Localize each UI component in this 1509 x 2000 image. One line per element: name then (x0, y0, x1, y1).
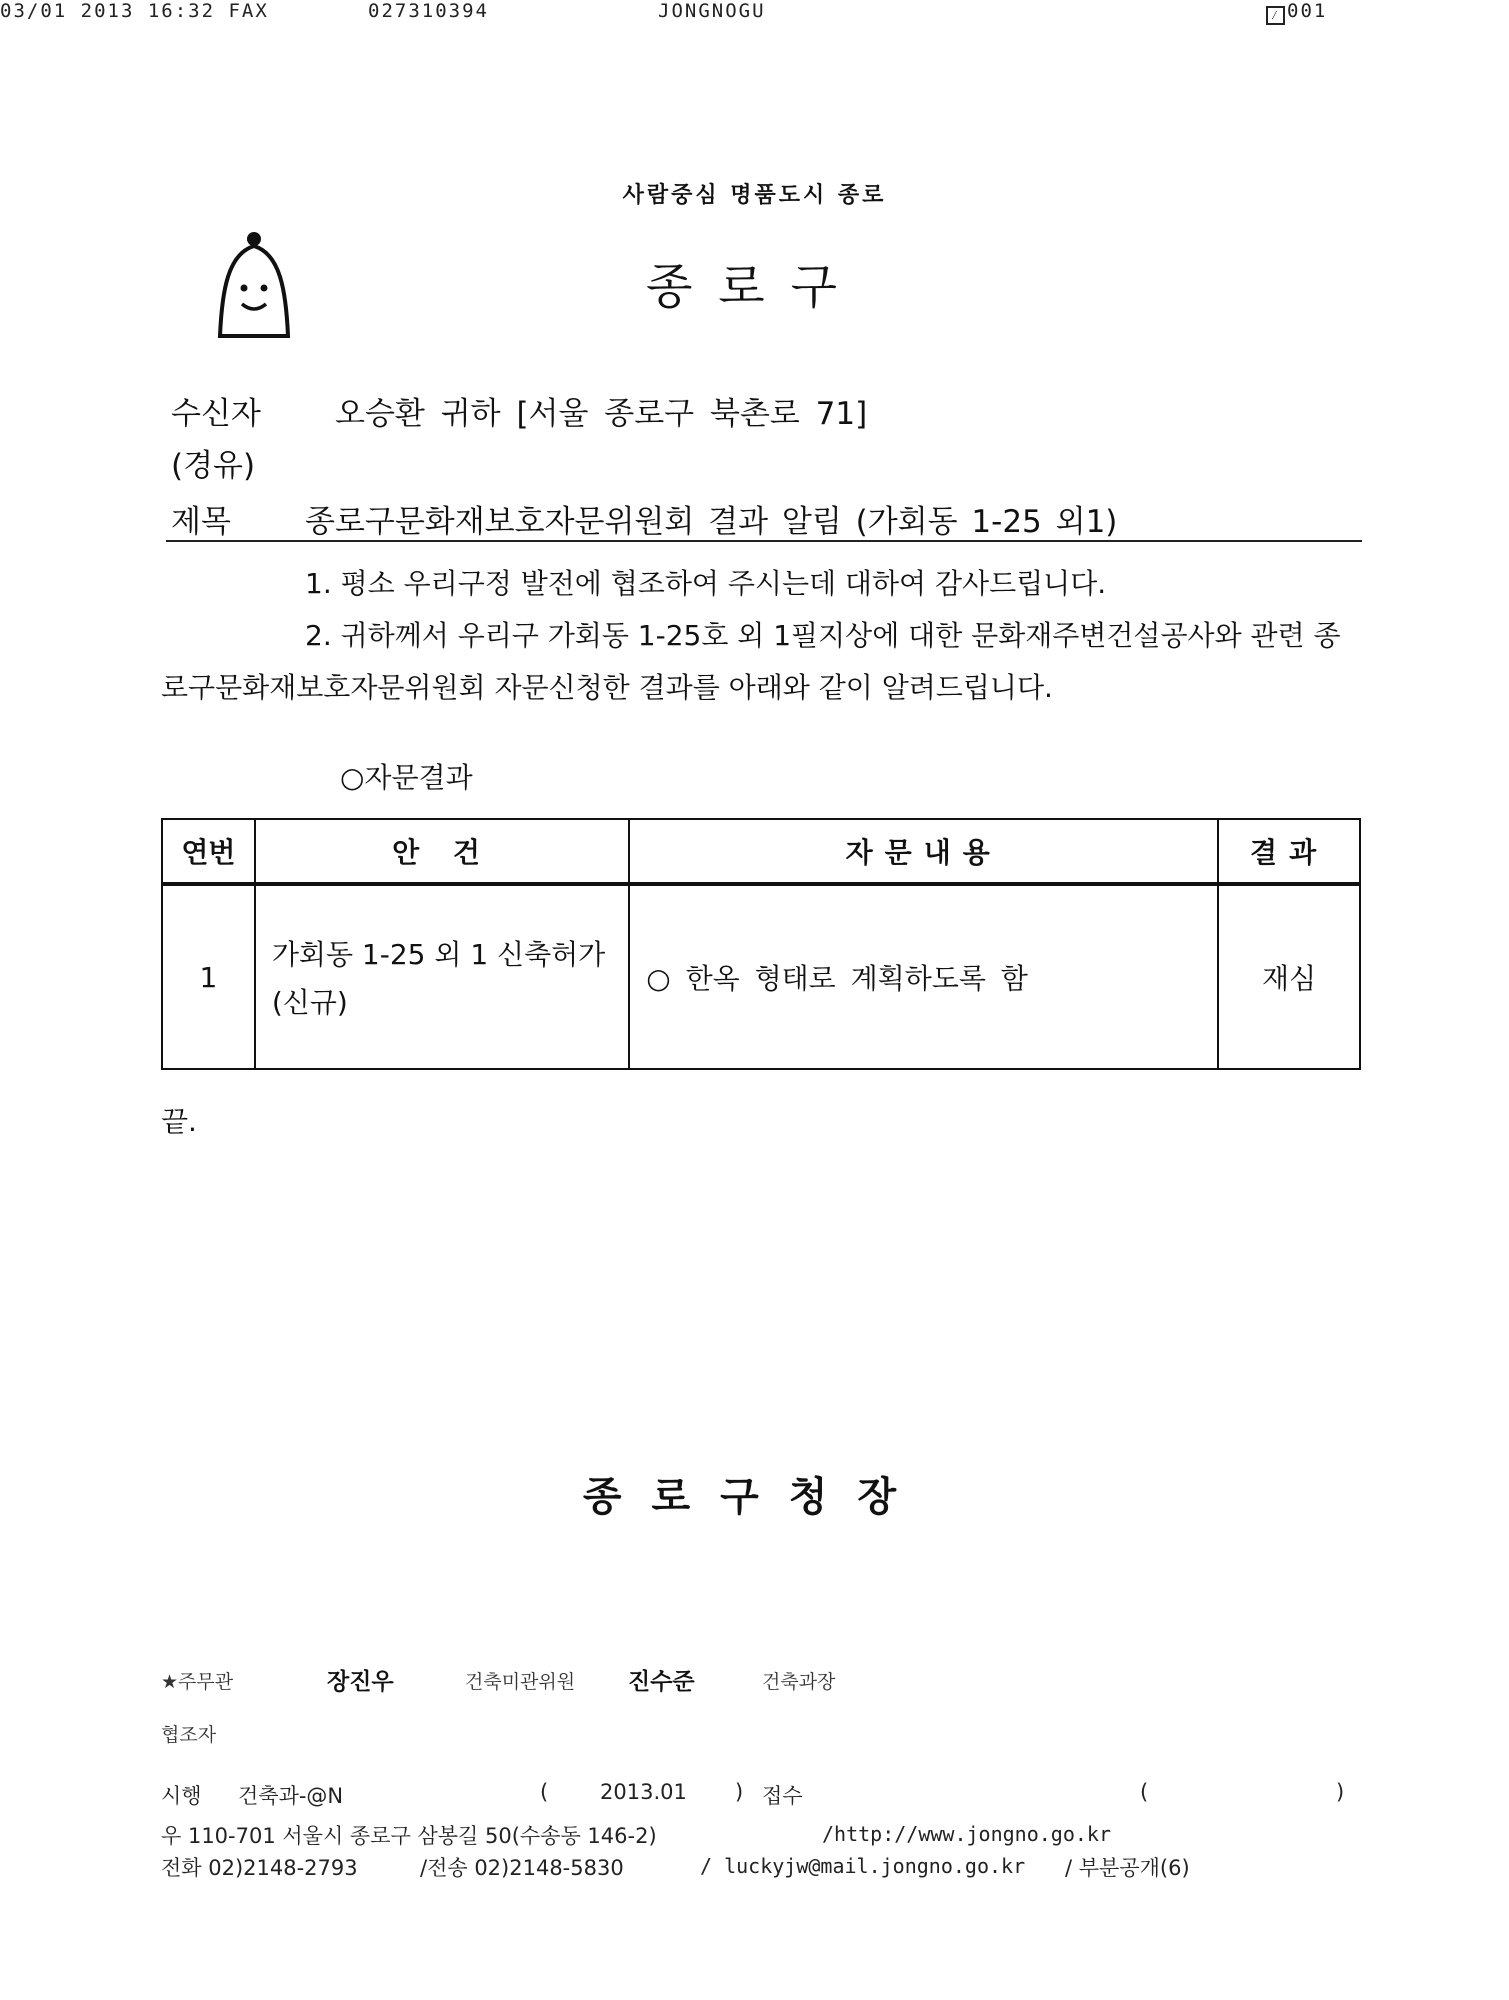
address-line: 우 110-701 서울시 종로구 삼봉길 50(수송동 146-2) (161, 1824, 657, 1848)
email-link[interactable]: / luckyjw@mail.jongno.go.kr (700, 1854, 1026, 1878)
body-paragraph-2-line-1: 2. 귀하께서 우리구 가회동 1-25호 외 1필지상에 대한 문화재주변건설공사와 관련 종 (305, 619, 1341, 652)
header-no: 연번 (162, 819, 255, 884)
table-header-row (162, 819, 1360, 884)
cell-agenda-line-2: (신규) (271, 986, 348, 1019)
fax-page: ⁄ 001 (1266, 0, 1327, 25)
fax-datetime: 03/01 2013 16:32 FAX (0, 0, 269, 22)
section-label: ○자문결과 (340, 761, 473, 794)
fax-station: JONGNOGU (658, 0, 766, 22)
fax-number: 027310394 (368, 0, 489, 22)
enforcement-date: 2013.01 (600, 1780, 687, 1804)
website-link[interactable]: /http://www.jongno.go.kr (822, 1822, 1111, 1846)
results-table (161, 818, 1361, 1070)
signature-title: 종로구청장 (582, 1474, 927, 1520)
org-title: 종로구 (645, 259, 864, 315)
header-content: 자문내용 (629, 819, 1218, 884)
subject-underline (166, 540, 1362, 542)
drafter-name: 장진우 (327, 1669, 394, 1695)
drafter-title: ★주무관 (161, 1671, 234, 1693)
phone-line: 전화 02)2148-2793 (161, 1856, 358, 1880)
body-paragraph-2-line-2: 로구문화재보호자문위원회 자문신청한 결과를 아래와 같이 알려드립니다. (161, 671, 1053, 704)
approver-name: 진수준 (628, 1669, 695, 1695)
subject-value: 종로구문화재보호자문위원회 결과 알림 (가회동 1-25 외1) (305, 504, 1118, 540)
header-result: 결과 (1218, 819, 1360, 884)
receipt-open-paren: ( (1140, 1780, 1149, 1804)
table-row (162, 884, 1360, 1069)
cell-no: 1 (162, 884, 255, 1069)
reviewer-title: 건축미관위원 (465, 1671, 576, 1693)
enforcement-doc-no: 건축과-@N (238, 1784, 344, 1808)
cooperation-label: 협조자 (161, 1724, 217, 1746)
recipient-label: 수신자 (171, 396, 261, 432)
cell-agenda-line-1: 가회동 1-25 외 1 신축허가 (271, 938, 606, 971)
cell-result: 재심 (1218, 884, 1360, 1069)
cell-content: ○ 한옥 형태로 계획하도록 함 (629, 884, 1218, 1069)
enforcement-label: 시행 (161, 1784, 202, 1808)
subject-label: 제목 (171, 504, 231, 540)
fax-line: /전송 02)2148-5830 (420, 1856, 624, 1880)
recipient-value: 오승환 귀하 [서울 종로구 북촌로 71] (335, 396, 868, 432)
header-agenda: 안 건 (255, 819, 629, 884)
receipt-label: 접수 (762, 1784, 803, 1808)
body-paragraph-1: 1. 평소 우리구정 발전에 협조하여 주시는데 대하여 감사드립니다. (305, 567, 1107, 600)
end-mark: 끝. (161, 1105, 197, 1138)
enforcement-open-paren: ( (540, 1780, 549, 1804)
slogan: 사람중심 명품도시 종로 (622, 183, 887, 208)
cell-agenda (255, 884, 629, 1069)
receipt-close-paren: ) (1336, 1780, 1345, 1804)
enforcement-close-paren: ) (735, 1780, 744, 1804)
via-label: (경유) (171, 448, 256, 484)
fax-page-icon: ⁄ (1266, 6, 1285, 25)
disclosure-label: / 부분공개(6) (1065, 1856, 1190, 1880)
approver-title: 건축과장 (762, 1671, 836, 1693)
